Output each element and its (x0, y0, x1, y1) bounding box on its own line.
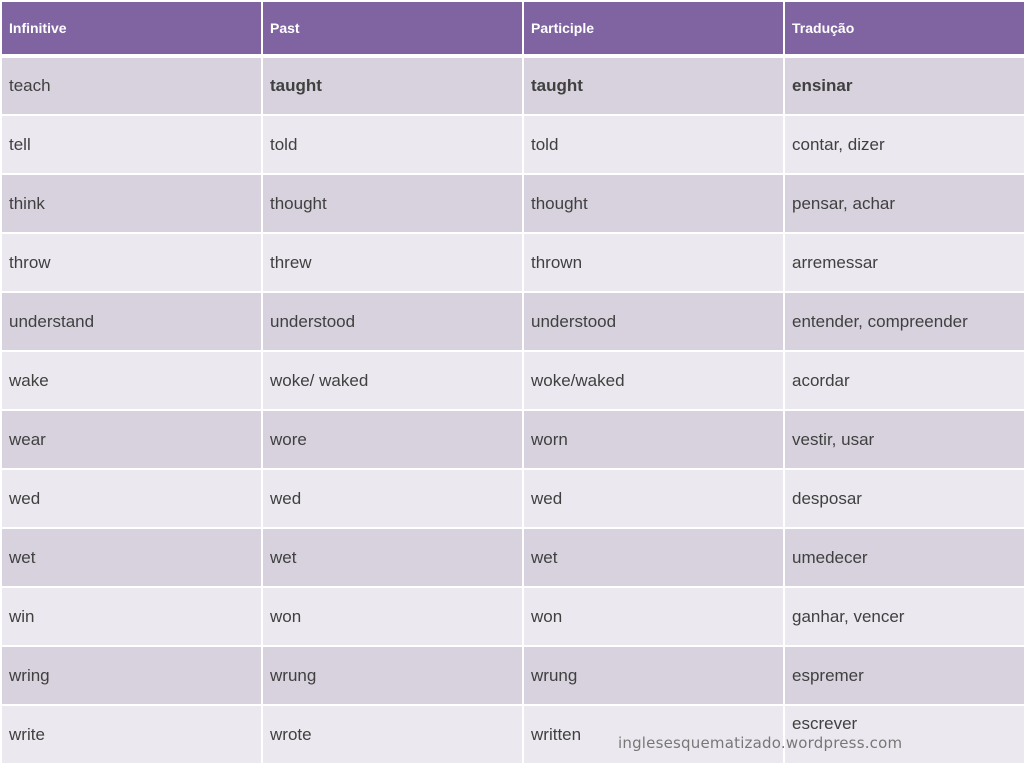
cell-past: wrote (262, 705, 523, 764)
cell-infinitive: teach (1, 56, 262, 115)
cell-infinitive: wring (1, 646, 262, 705)
cell-infinitive: throw (1, 233, 262, 292)
cell-past: wed (262, 469, 523, 528)
cell-participle: understood (523, 292, 784, 351)
cell-participle: won (523, 587, 784, 646)
cell-translation: ganhar, vencer (784, 587, 1024, 646)
header-row (1, 1, 1024, 56)
table-row (1, 410, 1024, 469)
header-participle: Participle (523, 1, 784, 56)
cell-past: told (262, 115, 523, 174)
cell-translation: vestir, usar (784, 410, 1024, 469)
cell-translation: arremessar (784, 233, 1024, 292)
cell-past: threw (262, 233, 523, 292)
watermark-text: inglesesquematizado.wordpress.com (618, 734, 903, 752)
cell-translation: umedecer (784, 528, 1024, 587)
cell-past: woke/ waked (262, 351, 523, 410)
header-traducao: Tradução (784, 1, 1024, 56)
cell-infinitive: wear (1, 410, 262, 469)
cell-participle: worn (523, 410, 784, 469)
cell-translation: entender, compreender (784, 292, 1024, 351)
table-row (1, 56, 1024, 115)
table-row (1, 528, 1024, 587)
cell-translation: pensar, achar (784, 174, 1024, 233)
cell-infinitive: write (1, 705, 262, 764)
cell-past: wrung (262, 646, 523, 705)
table-row (1, 233, 1024, 292)
table-row (1, 115, 1024, 174)
cell-past: won (262, 587, 523, 646)
cell-infinitive: wake (1, 351, 262, 410)
cell-translation: escrever (784, 705, 1024, 764)
table-row (1, 292, 1024, 351)
header-infinitive: Infinitive (1, 1, 262, 56)
cell-past: wore (262, 410, 523, 469)
cell-participle: taught (523, 56, 784, 115)
table-row (1, 646, 1024, 705)
cell-translation: acordar (784, 351, 1024, 410)
cell-translation: contar, dizer (784, 115, 1024, 174)
cell-infinitive: tell (1, 115, 262, 174)
cell-translation: desposar (784, 469, 1024, 528)
header-past: Past (262, 1, 523, 56)
table-row (1, 469, 1024, 528)
cell-participle: written (523, 705, 784, 764)
table-row (1, 174, 1024, 233)
cell-participle: thought (523, 174, 784, 233)
cell-participle: wet (523, 528, 784, 587)
cell-translation: espremer (784, 646, 1024, 705)
cell-participle: woke/waked (523, 351, 784, 410)
cell-infinitive: win (1, 587, 262, 646)
cell-infinitive: wed (1, 469, 262, 528)
cell-infinitive: think (1, 174, 262, 233)
table-row (1, 587, 1024, 646)
cell-infinitive: wet (1, 528, 262, 587)
cell-participle: wed (523, 469, 784, 528)
cell-past: wet (262, 528, 523, 587)
cell-participle: told (523, 115, 784, 174)
cell-past: taught (262, 56, 523, 115)
cell-past: understood (262, 292, 523, 351)
table-row (1, 351, 1024, 410)
cell-participle: thrown (523, 233, 784, 292)
cell-participle: wrung (523, 646, 784, 705)
cell-infinitive: understand (1, 292, 262, 351)
cell-past: thought (262, 174, 523, 233)
cell-translation: ensinar (784, 56, 1024, 115)
